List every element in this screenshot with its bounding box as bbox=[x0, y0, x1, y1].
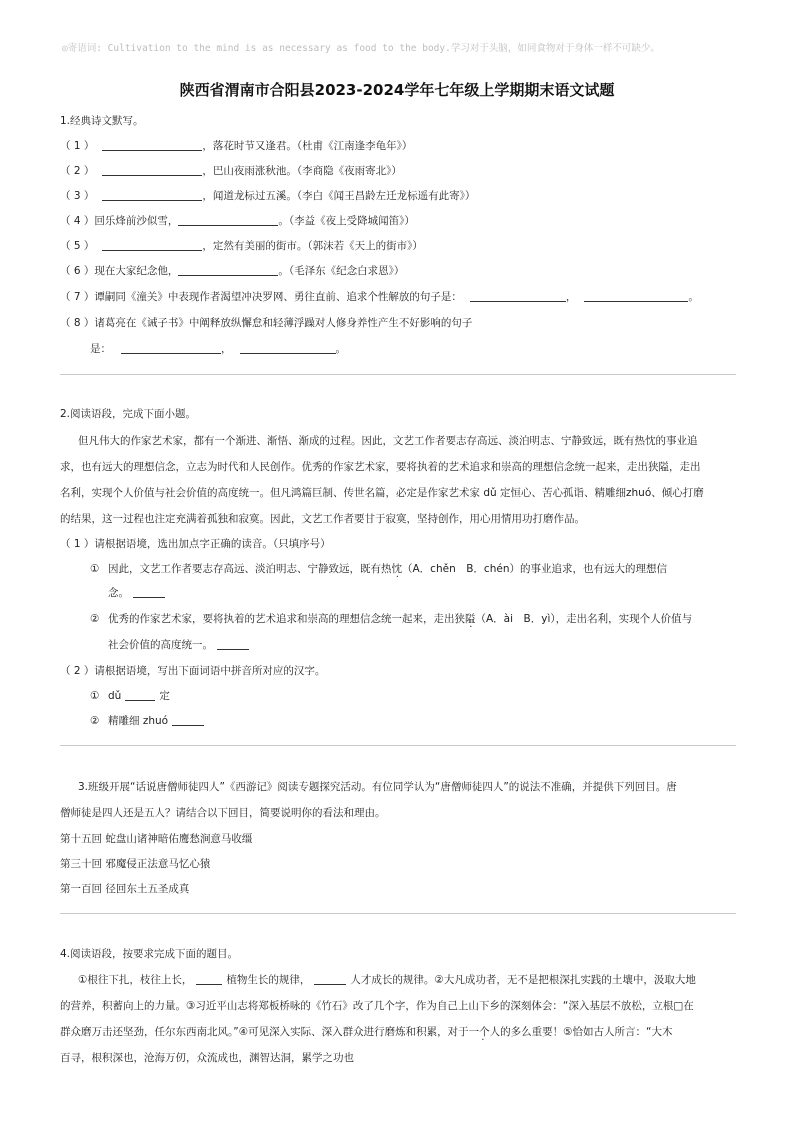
item-number: （ 1 ） bbox=[60, 538, 95, 550]
q2-heading: 2.阅读语段，完成下面小题。 bbox=[60, 408, 197, 420]
item-number: （ 3 ） bbox=[60, 190, 95, 202]
passage-line: 求，也有远大的理想信念，立志为时代和人民创作。优秀的作家艺术家，要将执着的艺术追求和崇高的理想信念统一起来，走出狭隘，走出 bbox=[60, 461, 701, 473]
passage-text: 的多么重要！⑤恰如古人所言：“大木 bbox=[500, 1026, 673, 1038]
q4-passage-line1 bbox=[78, 973, 696, 987]
item-separator: ， bbox=[221, 343, 232, 355]
item-number: （ 2 ） bbox=[60, 665, 95, 677]
item-prefix: 现在大家纪念他， bbox=[94, 265, 179, 277]
answer-blank[interactable] bbox=[102, 239, 202, 251]
passage-text: 植物生长的规律， bbox=[226, 974, 311, 986]
option-text: 优秀的作家艺术家，要将执着的艺术追求和崇高的理想信念统一起来，走出狭 bbox=[108, 613, 465, 625]
chapter-title: 第十五回 蛇盘山诸神暗佑鹰愁涧意马收缰 bbox=[60, 833, 253, 845]
item-text: ，闻道龙标过五溪。（李白《闻王昌龄左迁龙标遥有此寄》） bbox=[202, 190, 476, 202]
q4-passage-line2: 的营养，积蓄向上的力量。③习近平山志将郑板桥咏的《竹石》改了几个字，作为自己上山下乡的深刻体会：“深入基层不放松，立根□在 bbox=[60, 1000, 694, 1012]
item-number: （ 2 ） bbox=[60, 165, 95, 177]
q1-item-1 bbox=[60, 139, 412, 153]
q1-item-5 bbox=[60, 239, 423, 253]
q1-item-6 bbox=[60, 264, 404, 278]
answer-blank[interactable] bbox=[133, 586, 165, 598]
circled-number: ① bbox=[90, 563, 100, 575]
item-text: 诸葛亮在《诫子书》中阐释放纵懈怠和轻薄浮躁对人修身养性产生不好影响的句子 bbox=[94, 317, 473, 329]
q2-sub1-option2-line2 bbox=[108, 638, 249, 652]
q2-sub1-option2 bbox=[90, 612, 692, 626]
item-end: 。 bbox=[335, 343, 346, 355]
answer-blank[interactable] bbox=[178, 264, 278, 276]
q4-heading: 4.阅读语段，按要求完成下面的题目。 bbox=[60, 948, 239, 960]
q1-item-3 bbox=[60, 189, 475, 203]
item-number: （ 8 ） bbox=[60, 317, 95, 329]
passage-line: 名利，实现个人价值与社会价值的高度统一。但凡鸿篇巨制、传世名篇，必定是作家艺术家 dǔ 定恒心、苦心孤诣、精雕细zhuó、倾心打磨 bbox=[60, 487, 704, 499]
item-end: 。 bbox=[688, 291, 699, 303]
section-divider bbox=[60, 374, 736, 375]
passage-text: ①根往下扎，枝往上长， bbox=[78, 974, 193, 986]
q2-sub1-option1 bbox=[90, 562, 667, 576]
pinyin: dǔ bbox=[108, 690, 122, 702]
circled-number: ① bbox=[90, 690, 100, 702]
answer-blank[interactable] bbox=[196, 973, 222, 985]
q2-sub2 bbox=[60, 664, 325, 678]
q2-sub2-word2 bbox=[90, 714, 204, 728]
q1-item-8-line2 bbox=[90, 342, 346, 356]
answer-blank[interactable] bbox=[125, 689, 155, 701]
passage-text: 群众磨万击还坚劲，任尔东西南北风。”④可见深入实际、深入群众进行磨炼和积累，对于 bbox=[60, 1026, 469, 1038]
item-number: （ 7 ） bbox=[60, 291, 95, 303]
q4-passage-line3 bbox=[60, 1025, 672, 1039]
item-text: 请根据语境，写出下面词语中拼音所对应的汉字。 bbox=[94, 665, 326, 677]
section-divider bbox=[60, 745, 736, 746]
q4-passage-line4: 百寻，根积深也，沧海万仞，众流成也，渊智达洞，累学之功也 bbox=[60, 1052, 354, 1064]
passage-text: 人才成长的规律。②大凡成功者，无不是把根深扎实践的土壤中，汲取大地 bbox=[350, 974, 696, 986]
answer-blank[interactable] bbox=[102, 139, 202, 151]
q3-prompt-line2: 僧师徒是四人还是五人？请结合以下回目，简要说明你的看法和理由。 bbox=[60, 807, 386, 819]
answer-blank[interactable] bbox=[121, 342, 221, 354]
answer-blank[interactable] bbox=[314, 973, 346, 985]
answer-blank[interactable] bbox=[178, 214, 278, 226]
q2-sub2-word1 bbox=[90, 689, 170, 703]
item-number: （ 4 ） bbox=[60, 215, 95, 227]
dotted-char: 隘 bbox=[465, 613, 476, 625]
item-number: （ 1 ） bbox=[60, 140, 95, 152]
q2-sub1 bbox=[60, 537, 331, 551]
item-prefix: 回乐烽前沙似雪， bbox=[94, 215, 179, 227]
passage-line: 但凡伟大的作家艺术家，都有一个渐进、渐悟、渐成的过程。因此，文艺工作者要志存高远、淡泊明志、宁静致远，既有热忱的事业追 bbox=[78, 435, 698, 447]
answer-blank[interactable] bbox=[217, 638, 249, 650]
dotted-phrase: 一个人 bbox=[468, 1026, 501, 1038]
answer-blank[interactable] bbox=[470, 290, 566, 302]
item-text: 。（毛泽东《纪念白求恩》） bbox=[278, 265, 405, 277]
q1-item-8 bbox=[60, 316, 472, 330]
item-text: 是： bbox=[90, 343, 111, 355]
option-text: 因此，文艺工作者要志存高远、淡泊明志、宁静致远，既有热 bbox=[108, 563, 392, 575]
answer-blank[interactable] bbox=[584, 290, 688, 302]
q2-sub1-option1-line2 bbox=[108, 586, 165, 600]
section-divider bbox=[60, 913, 736, 914]
item-number: （ 5 ） bbox=[60, 240, 95, 252]
word-text: 定 bbox=[159, 690, 170, 702]
header-note: ◎寄语词: Cultivation to the mind is as necessary as food to the body.学习对于头脑，如同食物对于身体一样不可缺少。 bbox=[62, 43, 660, 54]
q1-heading: 1.经典诗文默写。 bbox=[60, 115, 144, 127]
chapter-title: 第一百回 径回东土五圣成真 bbox=[60, 883, 190, 895]
option-text: 念。 bbox=[108, 587, 129, 599]
pinyin: 精雕细 zhuó bbox=[108, 715, 169, 727]
item-text: 请根据语境，选出加点字正确的读音。（只填序号） bbox=[94, 538, 331, 550]
q1-item-4 bbox=[60, 214, 415, 228]
item-separator: ， bbox=[565, 291, 577, 303]
answer-blank[interactable] bbox=[102, 189, 202, 201]
answer-blank[interactable] bbox=[172, 714, 204, 726]
item-number: （ 6 ） bbox=[60, 265, 95, 277]
dotted-char: 忱 bbox=[391, 563, 402, 575]
item-text: ，定然有美丽的街市。（郭沫若《天上的街市》） bbox=[202, 240, 423, 252]
option-text: （A．ài B．yì），走出名利，实现个人价值与 bbox=[475, 613, 693, 625]
q1-item-7 bbox=[60, 290, 699, 304]
item-text: 谭嗣同《潼关》中表现作者渴望冲决罗网、勇往直前、追求个性解放的句子是： bbox=[94, 291, 462, 303]
q3-prompt-line1: 3.班级开展“话说唐僧师徒四人”《西游记》阅读专题探究活动。有位同学认为“唐僧师徒四人”的说法不准确，并提供下列回目。唐 bbox=[78, 781, 677, 793]
circled-number: ② bbox=[90, 613, 100, 625]
page-title: 陕西省渭南市合阳县2023-2024学年七年级上学期期末语文试题 bbox=[179, 81, 615, 99]
answer-blank[interactable] bbox=[240, 342, 336, 354]
item-text: ，落花时节又逢君。（杜甫《江南逢李龟年》） bbox=[202, 140, 413, 152]
option-text: （A．chěn B．chén）的事业追求，也有远大的理想信 bbox=[402, 563, 667, 575]
q1-item-2 bbox=[60, 164, 402, 178]
chapter-title: 第三十回 邪魔侵正法意马忆心猿 bbox=[60, 858, 211, 870]
circled-number: ② bbox=[90, 715, 100, 727]
item-text: ，巴山夜雨涨秋池。（李商隐《夜雨寄北》） bbox=[202, 165, 402, 177]
option-text: 社会价值的高度统一。 bbox=[108, 639, 213, 651]
passage-line: 的结果，这一过程也注定充满着孤独和寂寞。因此，文艺工作者要甘于寂寞，坚持创作，用心用情用功打磨作品。 bbox=[60, 513, 585, 525]
answer-blank[interactable] bbox=[102, 164, 202, 176]
item-text: 。（李益《夜上受降城闻笛》） bbox=[278, 215, 415, 227]
